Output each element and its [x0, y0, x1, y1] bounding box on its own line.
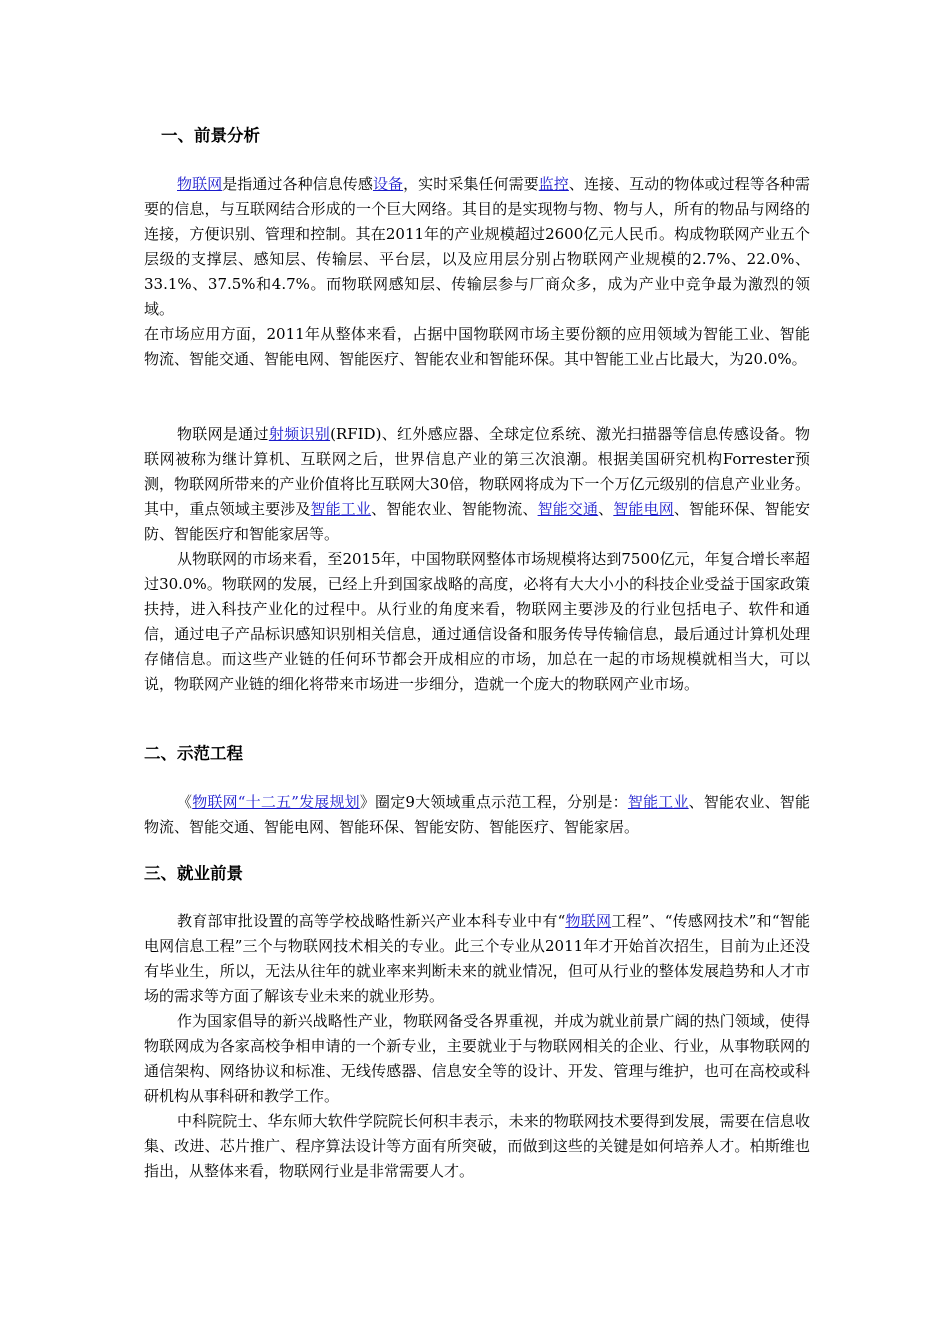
link-rfid[interactable]: 射频识别	[268, 425, 331, 443]
section-heading-outlook: 一、前景分析	[161, 126, 260, 145]
section-demo-body	[144, 790, 810, 840]
paragraph: 从物联网的市场来看，至2015年，中国物联网整体市场规模将达到7500亿元，年复合增长率超过30.0%。物联网的发展，已经上升到国家战略的高度，必将有大大小小的科技企业受益于国家政策扶持，进入科技产业化的过程中。从行业的角度来看，物联网主要涉及的行业包括电子、软件和通信，通过电子产品标识感知识别相关信息，通过通信设备和服务传导传输信息，最后通过计算机处理存储信息。而这些产业链的任何环节都会开成相应的市场，加总在一起的市场规模就相当大，可以说，物联网产业链的细化将带来市场进一步细分，造就一个庞大的物联网产业市场。	[144, 550, 810, 693]
link-iot-2[interactable]: 物联网	[565, 912, 612, 930]
paragraph: 物联网是通过射频识别(RFID)、红外感应器、全球定位系统、激光扫描器等信息传感设备。物联网被称为继计算机、互联网之后，世界信息产业的第三次浪潮。根据美国研究机构Forrester预测，物联网所带来的产业价值将比互联网大30倍，物联网将成为下一个万亿元级别的信息产业业务。其中，重点领域主要涉及智能工业、智能农业、智能物流、智能交通、智能电网、智能环保、智能安防、智能医疗和智能家居等。	[144, 425, 810, 543]
link-smart-grid[interactable]: 智能电网	[613, 500, 674, 518]
link-smart-industry-2[interactable]: 智能工业	[627, 793, 689, 811]
paragraph: 在市场应用方面，2011年从整体来看，占据中国物联网市场主要份额的应用领域为智能工业、智能物流、智能交通、智能电网、智能医疗、智能农业和智能环保。其中智能工业占比最大，为20.0%。	[144, 325, 810, 368]
paragraph: 中科院院士、华东师大软件学院院长何积丰表示，未来的物联网技术要得到发展，需要在信息收集、改进、芯片推广、程序算法设计等方面有所突破，而做到这些的关键是如何培养人才。柏斯维也指出，从整体来看，物联网行业是非常需要人才。	[144, 1112, 810, 1180]
section-outlook-body	[144, 172, 810, 372]
link-plan[interactable]: 物联网“十二五”发展规划	[192, 793, 360, 811]
section-heading-demo: 二、示范工程	[144, 744, 243, 763]
paragraph: 物联网是指通过各种信息传感设备，实时采集任何需要监控、连接、互动的物体或过程等各种需要的信息，与互联网结合形成的一个巨大网络。其目的是实现物与物、物与人，所有的物品与网络的连接，方便识别、管理和控制。其在2011年的产业规模超过2600亿元人民币。构成物联网产业五个层级的支撑层、感知层、传输层、平台层，以及应用层分别占物联网产业规模的2.7%、22.0%、33.1%、37.5%和4.7%。而物联网感知层、传输层参与厂商众多，成为产业中竞争最为激烈的领域。	[144, 175, 810, 318]
link-device[interactable]: 设备	[372, 175, 404, 193]
section-employment-body	[144, 909, 810, 1184]
link-monitor[interactable]: 监控	[538, 175, 569, 193]
paragraph: 《物联网“十二五”发展规划》圈定9大领域重点示范工程，分别是：智能工业、智能农业、智能物流、智能交通、智能电网、智能环保、智能安防、智能医疗、智能家居。	[144, 793, 811, 836]
link-smart-industry[interactable]: 智能工业	[310, 500, 372, 518]
paragraph: 教育部审批设置的高等学校战略性新兴产业本科专业中有“物联网工程”、“传感网技术”和“智能电网信息工程”三个与物联网技术相关的专业。此三个专业从2011年才开始首次招生，目前为止还没有毕业生，所以，无法从往年的就业率来判断未来的就业情况，但可从行业的整体发展趋势和人才市场的需求等方面了解该专业未来的就业形势。	[144, 912, 810, 1005]
link-iot[interactable]: 物联网	[177, 175, 223, 193]
link-smart-traffic[interactable]: 智能交通	[537, 500, 599, 518]
section-heading-employment: 三、就业前景	[144, 864, 243, 883]
paragraph: 作为国家倡导的新兴战略性产业，物联网备受各界重视，并成为就业前景广阔的热门领域，使得物联网成为各家高校争相申请的一个新专业，主要就业于与物联网相关的企业、行业，从事物联网的通信架构、网络协议和标准、无线传感器、信息安全等的设计、开发、管理与维护，也可在高校或科研机构从事科研和教学工作。	[144, 1012, 810, 1105]
section-outlook-body-2	[144, 422, 810, 697]
